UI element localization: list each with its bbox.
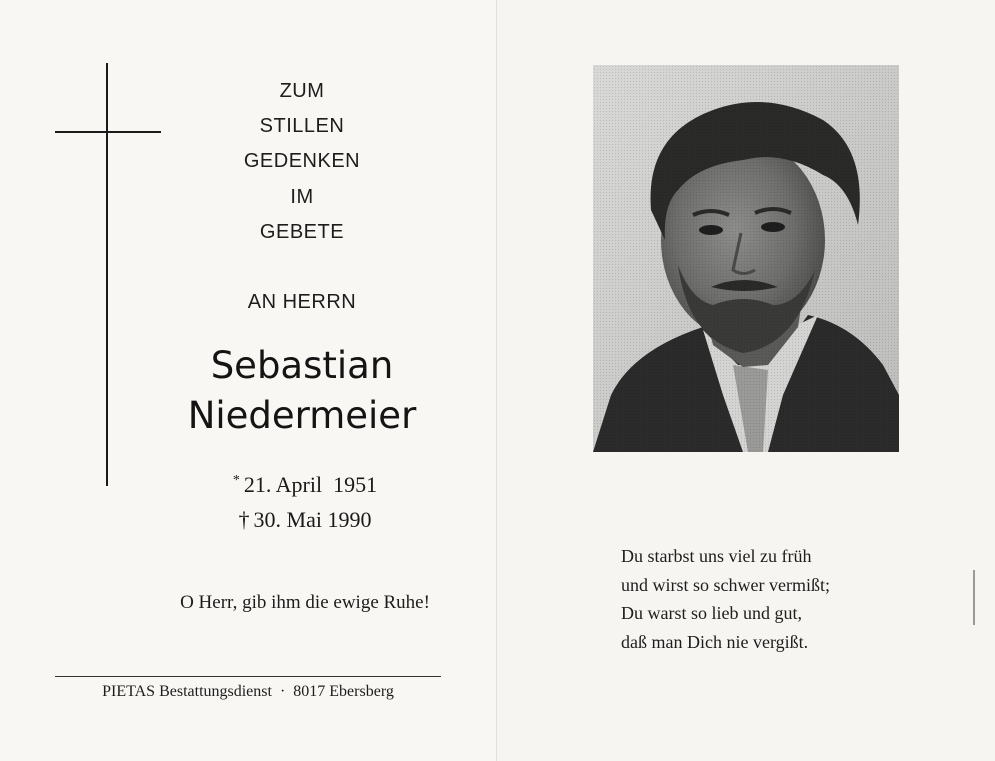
cross-icon bbox=[106, 63, 108, 486]
footer-company: PIETAS Bestattungsdienst bbox=[102, 683, 272, 700]
portrait-photo bbox=[593, 65, 899, 452]
footer-location: 8017 Ebersberg bbox=[293, 683, 394, 700]
verse-line-2: und wirst so schwer vermißt; bbox=[621, 574, 830, 595]
last-name: Niedermeier bbox=[187, 394, 417, 437]
cross-icon-bar bbox=[55, 131, 161, 133]
footer-separator: · bbox=[279, 683, 286, 700]
headline-line-4: IM bbox=[290, 186, 314, 208]
death-date: 30. Mai 1990 bbox=[253, 507, 372, 532]
headline-line-1: ZUM bbox=[279, 80, 325, 102]
verse-line-4: daß man Dich nie vergißt. bbox=[621, 631, 809, 652]
birth-date: 21. April 1951 bbox=[243, 472, 378, 497]
edge-mark bbox=[973, 570, 975, 625]
footer-divider bbox=[55, 676, 441, 677]
prayer: O Herr, gib ihm die ewige Ruhe! bbox=[180, 592, 430, 613]
verse-line-1: Du starbst uns viel zu früh bbox=[621, 546, 812, 566]
verse-line-3: Du warst so lieb und gut, bbox=[621, 603, 802, 623]
headline-line-5: GEBETE bbox=[259, 221, 345, 243]
memorial-verse bbox=[621, 542, 881, 656]
headline-line-3: GEDENKEN bbox=[243, 150, 361, 172]
footer bbox=[55, 683, 441, 701]
salutation: AN HERRN bbox=[247, 291, 357, 313]
death-date-line bbox=[190, 507, 420, 533]
first-name: Sebastian bbox=[210, 344, 394, 387]
birth-star-icon: * bbox=[232, 473, 240, 488]
left-panel bbox=[0, 0, 497, 761]
headline-line-2: STILLEN bbox=[259, 115, 345, 137]
birth-date-line bbox=[190, 472, 420, 498]
death-dagger-icon: † bbox=[238, 507, 250, 532]
